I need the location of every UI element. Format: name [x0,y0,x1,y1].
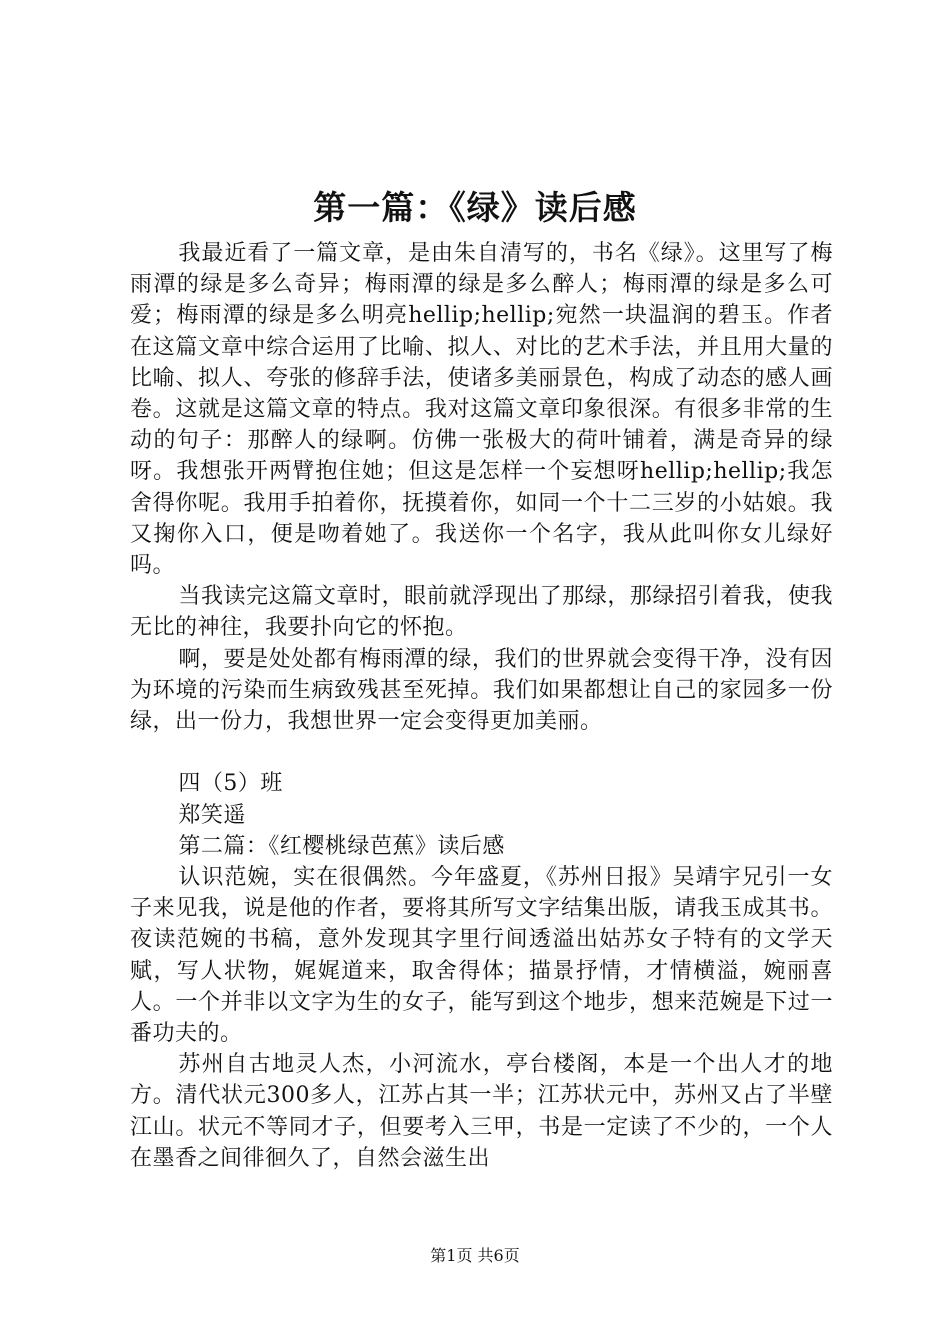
document-title: 第一篇：《绿》读后感 [313,188,637,227]
paragraph-spacer [130,737,833,768]
author-line: 郑笑遥 [178,802,246,828]
paragraph: 苏州自古地灵人杰，小河流水，亭台楼阁，本是一个出人才的地方。清代状元300多人，江苏占其一半；江苏状元中，苏州又占了半壁江山。状元不等同才子，但要考入三甲，书是一定读了不少的，一个人在墨香之间徘徊久了，自然会滋生出 [130,1052,833,1171]
class-line: 四（5）班 [178,771,283,797]
paragraph: 我最近看了一篇文章，是由朱自清写的，书名《绿》。这里写了梅雨潭的绿是多么奇异；梅雨潭的绿是多么醉人；梅雨潭的绿是多么可爱；梅雨潭的绿是多么明亮hellip;hellip;宛然一块温润的碧玉。作者在这篇文章中综合运用了比喻、拟人、对比的艺术手法，并且用大量的比喻、拟人、夸张的修辞手法，使诸多美丽景色，构成了动态的感人画卷。这就是这篇文章的特点。我对这篇文章印象很深。有很多非常的生动的句子：那醉人的绿啊。仿佛一张极大的荷叶铺着，满是奇异的绿呀。我想张开两臂抱住她；但这是怎样一个妄想呀hellip;hellip;我怎舍得你呢。我用手拍着你，抚摸着你，如同一个十二三岁的小姑娘。我又掬你入口，便是吻着她了。我送你一个名字，我从此叫你女儿绿好吗。 [130,241,833,579]
paragraph: 认识范婉，实在很偶然。今年盛夏，《苏州日报》吴靖宇兄引一女子来见我，说是他的作者，要将其所写文字结集出版，请我玉成其书。夜读范婉的书稿，意外发现其字里行间透溢出姑苏女子特有的文学天赋，写人状物，娓娓道来，取舍得体；描景抒情，才情横溢，婉丽喜人。一个并非以文字为生的女子，能写到这个地步，想来范婉是下过一番功夫的。 [130,865,833,1047]
document-body [130,238,833,1174]
page-footer: 第1页 共6页 [430,1246,520,1265]
paragraph: 当我读完这篇文章时，眼前就浮现出了那绿，那绿招引着我，使我无比的神往，我要扑向它的怀抱。 [130,584,833,641]
second-article-title: 第二篇：《红樱桃绿芭蕉》读后感 [178,833,505,859]
paragraph: 啊，要是处处都有梅雨潭的绿，我们的世界就会变得干净，没有因为环境的污染而生病致残甚至死掉。我们如果都想让自己的家园多一份绿，出一份力，我想世界一定会变得更加美丽。 [130,646,833,735]
